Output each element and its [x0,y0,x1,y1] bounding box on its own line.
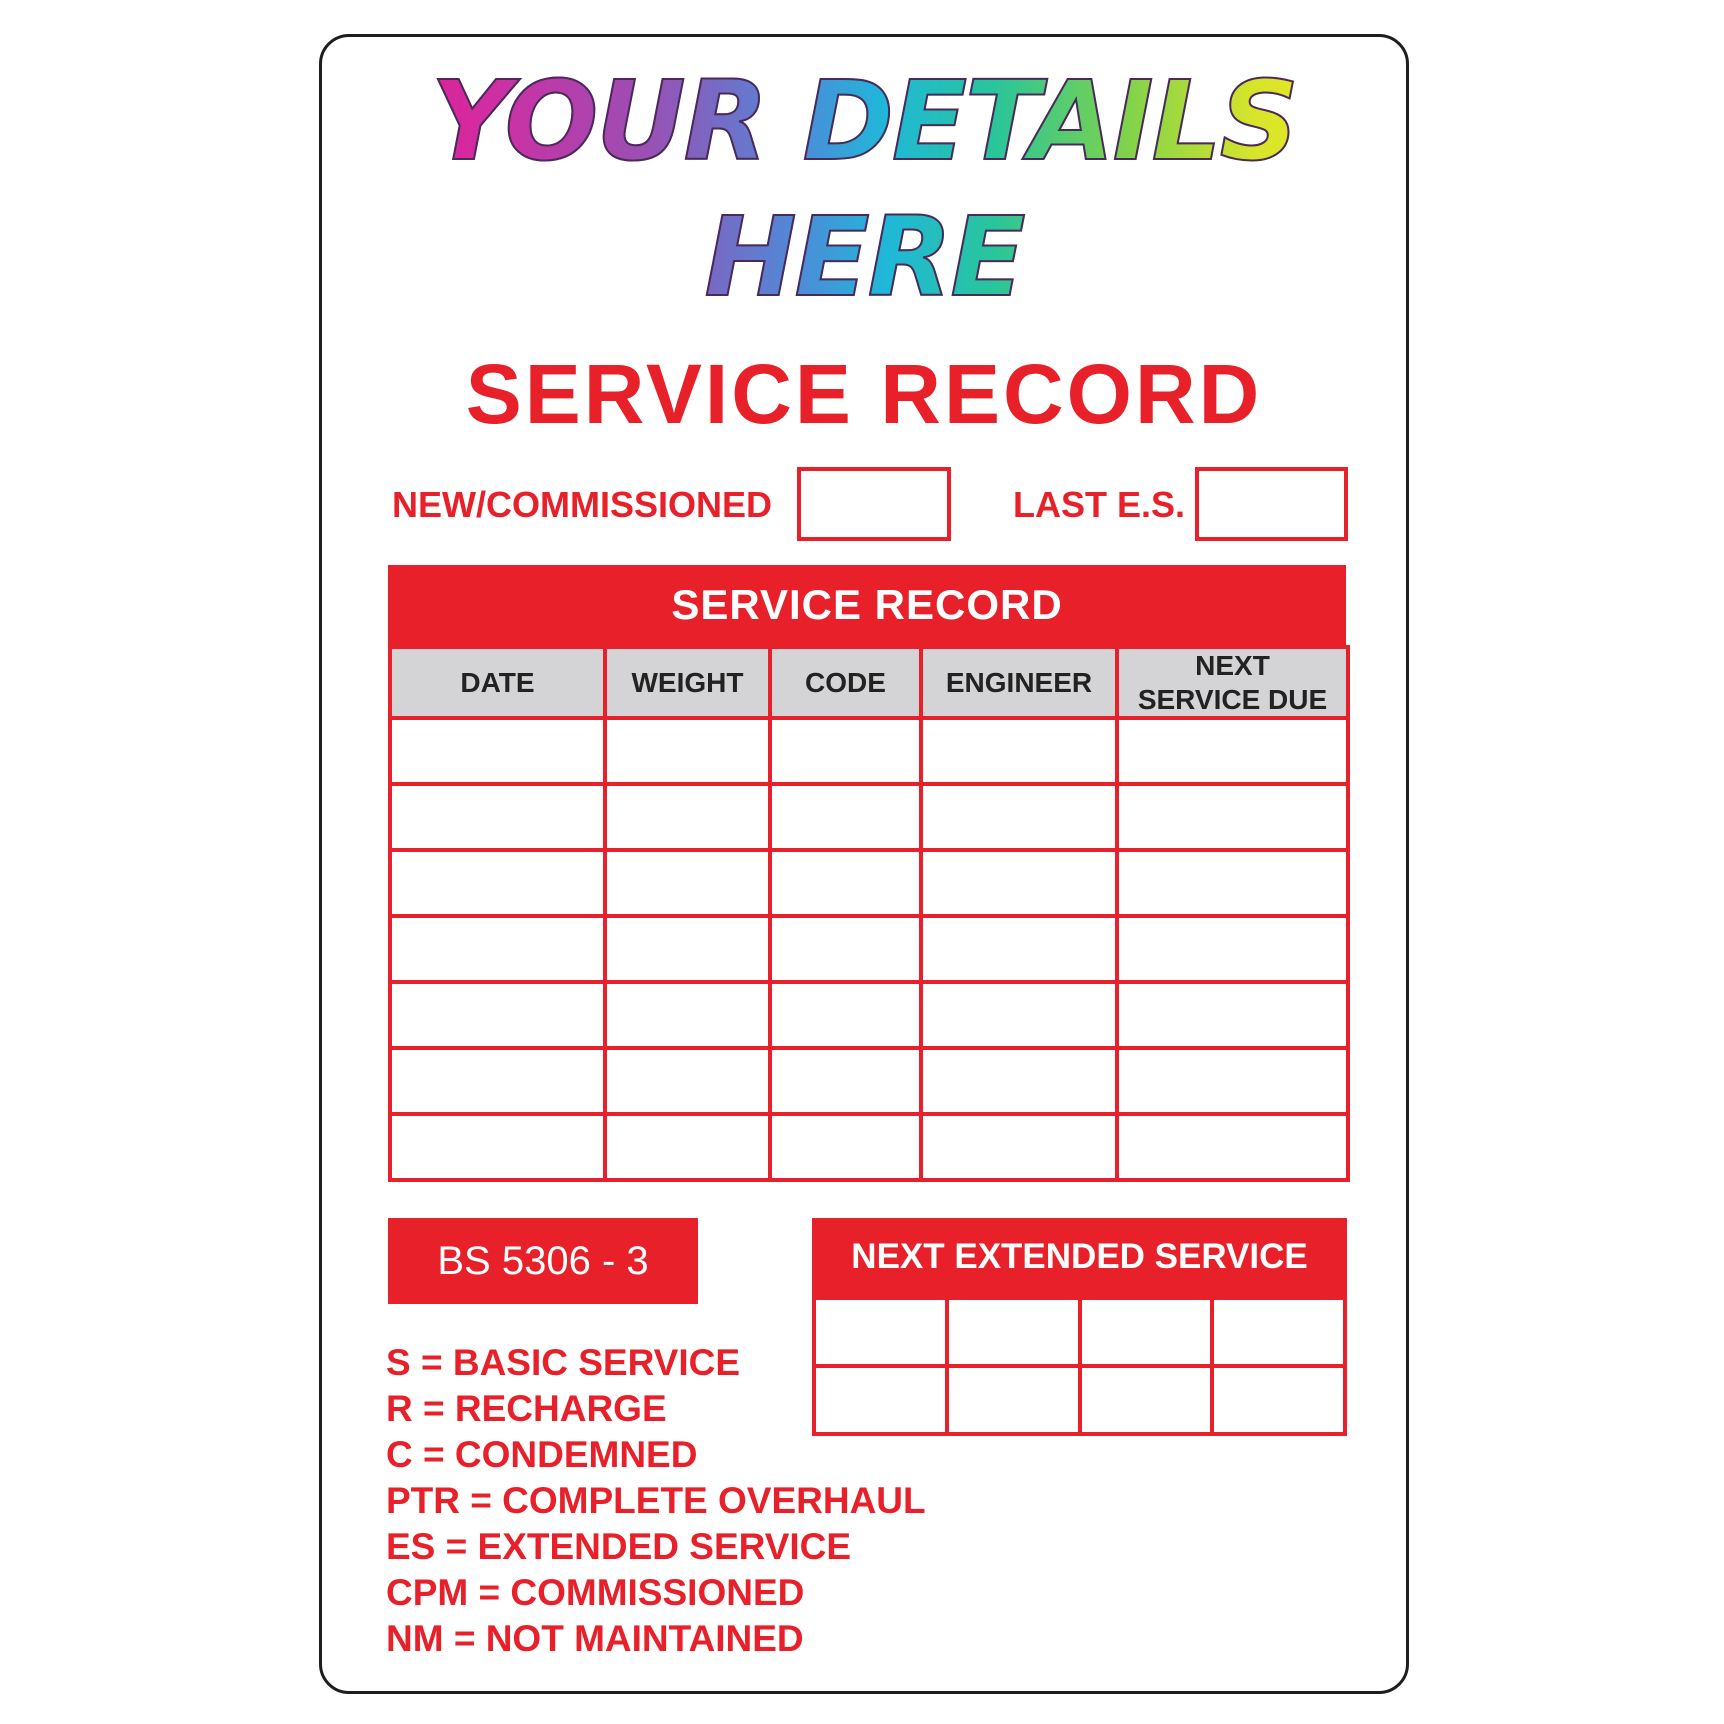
table-cell[interactable] [770,718,921,784]
table-header-row [390,647,1348,718]
table-cell[interactable] [770,850,921,916]
column-header-next-service-due: NEXT SERVICE DUE [1117,647,1348,718]
table-cell[interactable] [390,718,605,784]
table-cell[interactable] [1117,982,1348,1048]
page-title: SERVICE RECORD [465,347,1263,441]
table-cell[interactable] [921,982,1117,1048]
legend-item: C = CONDEMNED [386,1434,698,1475]
legend-item: R = RECHARGE [386,1388,667,1429]
table-cell[interactable] [390,916,605,982]
table-cell[interactable] [1117,1048,1348,1114]
table-cell[interactable] [1117,916,1348,982]
table-cell[interactable] [1117,1114,1348,1180]
table-cell[interactable] [1117,850,1348,916]
table-cell[interactable] [921,784,1117,850]
new-commissioned-label: NEW/COMMISSIONED [392,484,773,525]
table-row [390,718,1348,784]
table-row [390,1048,1348,1114]
legend-item: NM = NOT MAINTAINED [386,1618,804,1659]
table-row [390,1114,1348,1180]
table-cell[interactable] [1117,718,1348,784]
table-cell[interactable] [390,784,605,850]
last-es-label: LAST E.S. [1013,484,1186,525]
table-row [390,916,1348,982]
last-es-box[interactable] [1195,467,1348,541]
table-cell[interactable] [770,982,921,1048]
table-cell[interactable] [605,850,770,916]
table-cell[interactable] [605,982,770,1048]
table-cell[interactable] [605,1048,770,1114]
table-cell[interactable] [921,718,1117,784]
legend-item: CPM = COMMISSIONED [386,1572,805,1613]
table-row [390,850,1348,916]
extended-service-cell[interactable] [947,1298,1080,1366]
extended-service-cell[interactable] [1212,1298,1345,1366]
table-cell[interactable] [605,784,770,850]
legend-item: PTR = COMPLETE OVERHAUL [386,1480,926,1521]
table-cell[interactable] [390,1114,605,1180]
table-cell[interactable] [605,718,770,784]
table-row [390,982,1348,1048]
code-legend [386,1340,926,1662]
extended-service-cell[interactable] [1212,1366,1345,1434]
table-cell[interactable] [921,1048,1117,1114]
new-commissioned-box[interactable] [797,467,951,541]
standard-badge: BS 5306 - 3 [388,1218,698,1304]
details-placeholder-line2: HERE [319,202,1409,312]
table-cell[interactable] [770,916,921,982]
table-row [390,784,1348,850]
column-header-date: DATE [390,647,605,718]
table-cell[interactable] [605,916,770,982]
legend-item: S = BASIC SERVICE [386,1342,741,1383]
extended-service-cell[interactable] [947,1366,1080,1434]
table-cell[interactable] [921,916,1117,982]
extended-service-cell[interactable] [1080,1298,1213,1366]
table-cell[interactable] [390,982,605,1048]
table-cell[interactable] [770,1114,921,1180]
column-header-engineer: ENGINEER [921,647,1117,718]
details-placeholder-line1: YOUR DETAILS [319,66,1409,176]
legend-item: ES = EXTENDED SERVICE [386,1526,852,1567]
table-cell[interactable] [921,1114,1117,1180]
table-cell[interactable] [1117,784,1348,850]
column-header-code: CODE [770,647,921,718]
table-cell[interactable] [770,784,921,850]
extended-service-cell[interactable] [1080,1366,1213,1434]
table-cell[interactable] [390,1048,605,1114]
table-cell[interactable] [390,850,605,916]
table-cell[interactable] [770,1048,921,1114]
next-extended-service-title: NEXT EXTENDED SERVICE [812,1218,1347,1296]
service-table-body [390,718,1348,1180]
service-record-table [388,565,1346,1182]
table-cell[interactable] [605,1114,770,1180]
service-table-title: SERVICE RECORD [388,565,1346,645]
table-cell[interactable] [921,850,1117,916]
column-header-weight: WEIGHT [605,647,770,718]
